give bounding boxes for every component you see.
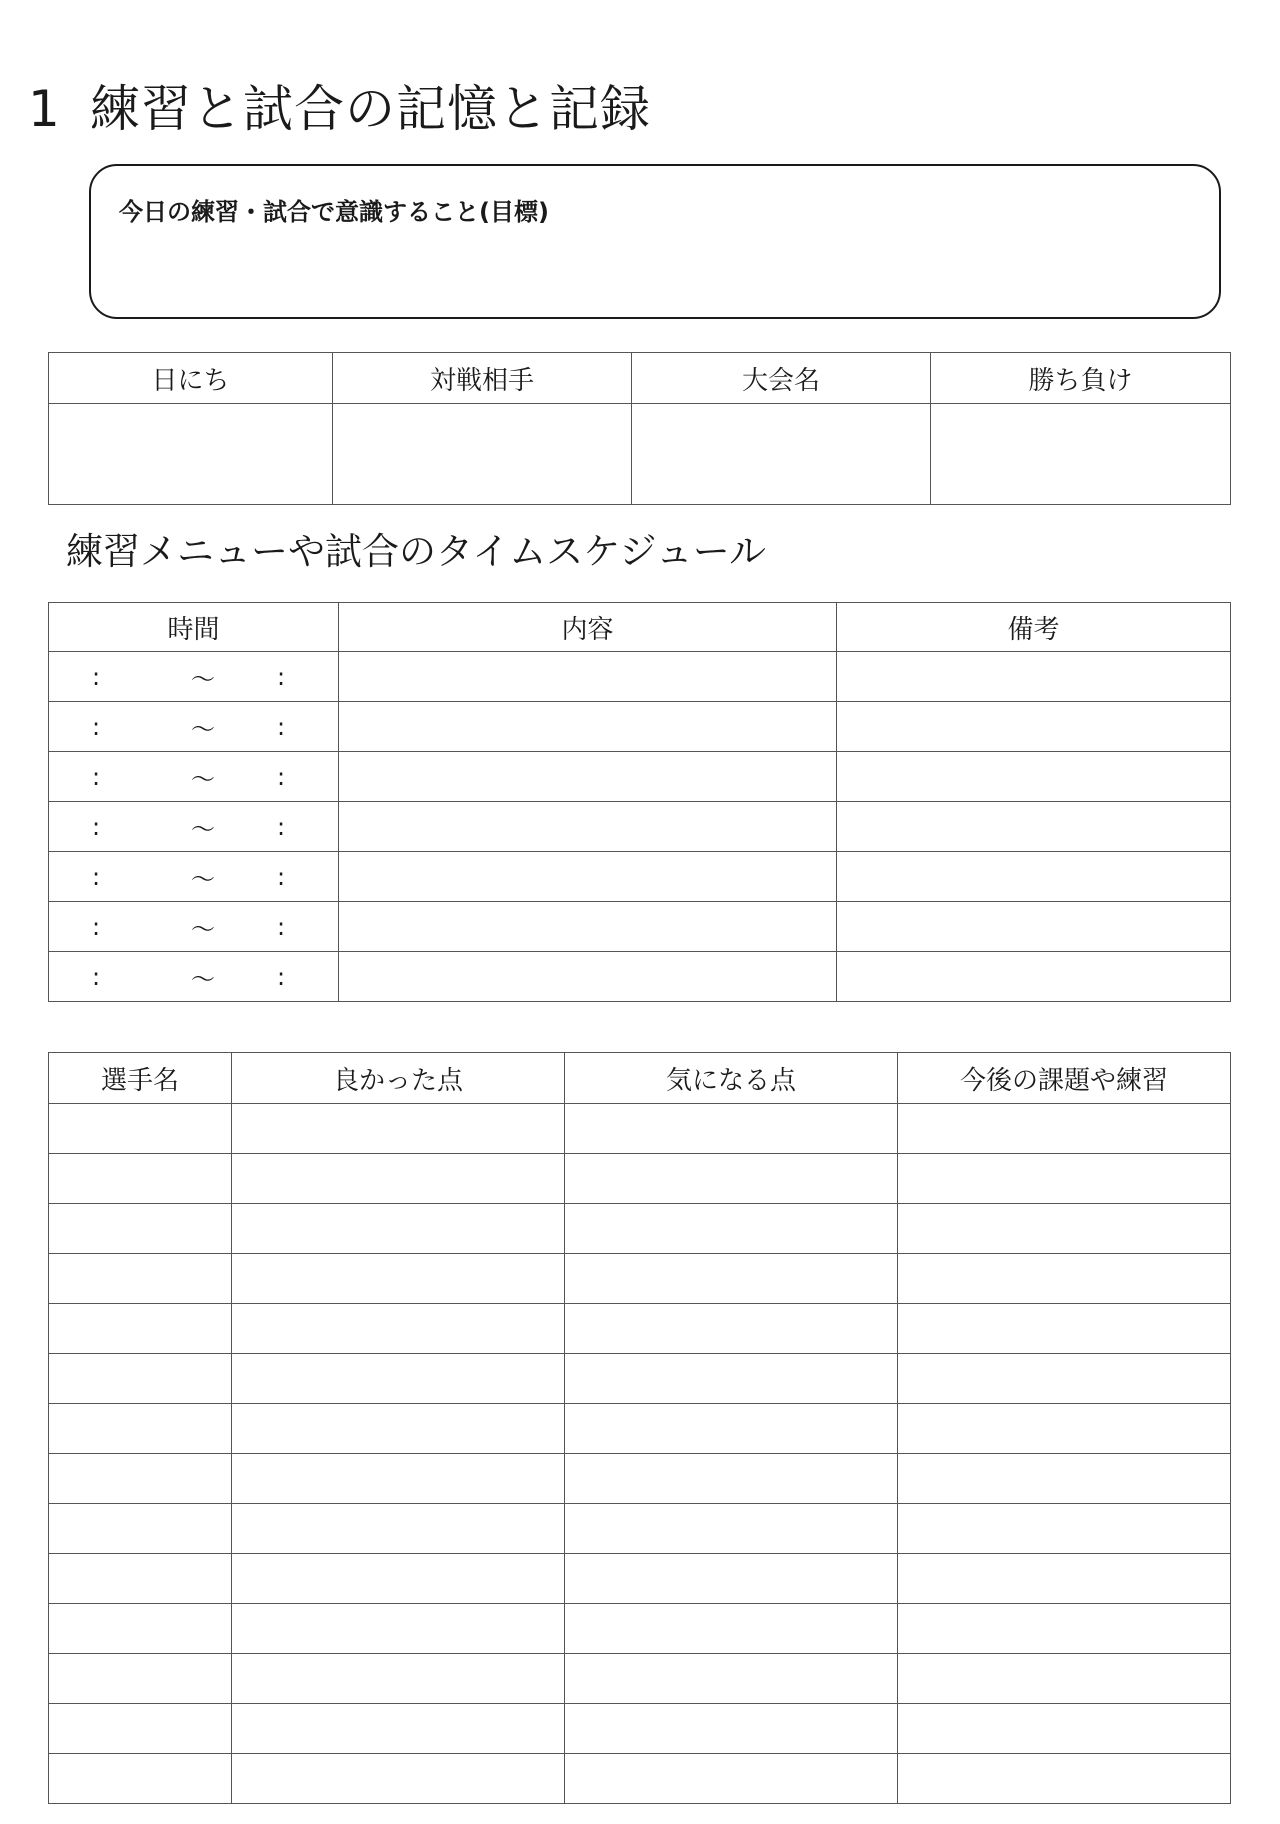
time-end-colon: : <box>277 962 286 991</box>
time-cell[interactable] <box>49 652 339 702</box>
player-name-cell[interactable] <box>49 1754 232 1804</box>
header-notes: 備考 <box>837 603 1231 652</box>
time-range-tilde: ～ <box>191 965 215 993</box>
good-points-cell[interactable] <box>232 1654 565 1704</box>
player-row <box>49 1154 1231 1204</box>
schedule-row <box>49 802 1231 852</box>
future-tasks-cell[interactable] <box>898 1554 1231 1604</box>
opponent-cell[interactable] <box>333 404 632 505</box>
player-name-cell[interactable] <box>49 1204 232 1254</box>
concerns-cell[interactable] <box>565 1404 898 1454</box>
schedule-row <box>49 652 1231 702</box>
good-points-cell[interactable] <box>232 1204 565 1254</box>
player-row <box>49 1604 1231 1654</box>
concerns-cell[interactable] <box>565 1454 898 1504</box>
time-end-colon: : <box>277 912 286 941</box>
time-cell[interactable] <box>49 802 339 852</box>
good-points-cell[interactable] <box>232 1604 565 1654</box>
future-tasks-cell[interactable] <box>898 1504 1231 1554</box>
time-end-colon: : <box>277 712 286 741</box>
good-points-cell[interactable] <box>232 1554 565 1604</box>
time-start-colon: : <box>92 862 101 891</box>
future-tasks-cell[interactable] <box>898 1304 1231 1354</box>
concerns-cell[interactable] <box>565 1704 898 1754</box>
notes-cell[interactable] <box>837 902 1231 952</box>
player-name-cell[interactable] <box>49 1454 232 1504</box>
concerns-cell[interactable] <box>565 1304 898 1354</box>
time-start-colon: : <box>92 712 101 741</box>
notes-cell[interactable] <box>837 852 1231 902</box>
content-cell[interactable] <box>339 902 837 952</box>
player-name-cell[interactable] <box>49 1504 232 1554</box>
section-number: 1 <box>28 80 61 138</box>
header-time: 時間 <box>49 603 339 652</box>
future-tasks-cell[interactable] <box>898 1204 1231 1254</box>
player-row <box>49 1754 1231 1804</box>
time-range-tilde: ～ <box>191 765 215 793</box>
player-name-cell[interactable] <box>49 1554 232 1604</box>
player-name-cell[interactable] <box>49 1104 232 1154</box>
time-cell[interactable] <box>49 752 339 802</box>
content-cell[interactable] <box>339 952 837 1002</box>
concerns-cell[interactable] <box>565 1504 898 1554</box>
player-row <box>49 1104 1231 1154</box>
good-points-cell[interactable] <box>232 1354 565 1404</box>
future-tasks-cell[interactable] <box>898 1604 1231 1654</box>
player-row <box>49 1704 1231 1754</box>
good-points-cell[interactable] <box>232 1104 565 1154</box>
player-name-cell[interactable] <box>49 1154 232 1204</box>
future-tasks-cell[interactable] <box>898 1354 1231 1404</box>
content-cell[interactable] <box>339 702 837 752</box>
time-start-colon: : <box>92 812 101 841</box>
time-cell[interactable] <box>49 702 339 752</box>
notes-cell[interactable] <box>837 752 1231 802</box>
player-name-cell[interactable] <box>49 1304 232 1354</box>
goal-label: 今日の練習・試合で意識すること(目標) <box>119 198 549 226</box>
header-future-tasks: 今後の課題や練習 <box>898 1053 1231 1104</box>
future-tasks-cell[interactable] <box>898 1254 1231 1304</box>
concerns-cell[interactable] <box>565 1104 898 1154</box>
concerns-cell[interactable] <box>565 1554 898 1604</box>
concerns-cell[interactable] <box>565 1154 898 1204</box>
content-cell[interactable] <box>339 852 837 902</box>
future-tasks-cell[interactable] <box>898 1754 1231 1804</box>
result-cell[interactable] <box>931 404 1231 505</box>
page-title <box>28 78 651 140</box>
time-end-colon: : <box>277 662 286 691</box>
time-end-colon: : <box>277 862 286 891</box>
player-name-cell[interactable] <box>49 1404 232 1454</box>
content-cell[interactable] <box>339 802 837 852</box>
section-title: 練習と試合の記憶と記録 <box>90 80 651 138</box>
time-start-colon: : <box>92 912 101 941</box>
notes-cell[interactable] <box>837 952 1231 1002</box>
player-row <box>49 1304 1231 1354</box>
player-row <box>49 1504 1231 1554</box>
goal-box[interactable] <box>89 164 1221 319</box>
time-range-tilde: ～ <box>191 865 215 893</box>
time-cell[interactable] <box>49 952 339 1002</box>
concerns-cell[interactable] <box>565 1604 898 1654</box>
content-cell[interactable] <box>339 652 837 702</box>
player-name-cell[interactable] <box>49 1254 232 1304</box>
player-name-cell[interactable] <box>49 1354 232 1404</box>
schedule-row <box>49 952 1231 1002</box>
time-cell[interactable] <box>49 902 339 952</box>
good-points-cell[interactable] <box>232 1454 565 1504</box>
header-opponent: 対戦相手 <box>333 353 632 404</box>
time-range-tilde: ～ <box>191 665 215 693</box>
good-points-cell[interactable] <box>232 1254 565 1304</box>
header-tournament: 大会名 <box>632 353 931 404</box>
schedule-row <box>49 902 1231 952</box>
date-cell[interactable] <box>49 404 333 505</box>
match-info-table <box>48 352 1231 505</box>
player-review-table <box>48 1052 1231 1804</box>
player-row <box>49 1204 1231 1254</box>
header-good-points: 良かった点 <box>232 1053 565 1104</box>
schedule-row <box>49 702 1231 752</box>
schedule-heading: 練習メニューや試合のタイムスケジュール <box>66 530 767 573</box>
header-result: 勝ち負け <box>931 353 1231 404</box>
player-row <box>49 1354 1231 1404</box>
player-row <box>49 1454 1231 1504</box>
header-concerns: 気になる点 <box>565 1053 898 1104</box>
schedule-row <box>49 852 1231 902</box>
future-tasks-cell[interactable] <box>898 1154 1231 1204</box>
good-points-cell[interactable] <box>232 1154 565 1204</box>
player-name-cell[interactable] <box>49 1604 232 1654</box>
notes-cell[interactable] <box>837 802 1231 852</box>
content-cell[interactable] <box>339 752 837 802</box>
time-start-colon: : <box>92 962 101 991</box>
player-name-cell[interactable] <box>49 1704 232 1754</box>
time-end-colon: : <box>277 812 286 841</box>
player-row <box>49 1254 1231 1304</box>
schedule-row <box>49 752 1231 802</box>
header-player-name: 選手名 <box>49 1053 232 1104</box>
concerns-cell[interactable] <box>565 1254 898 1304</box>
future-tasks-cell[interactable] <box>898 1654 1231 1704</box>
good-points-cell[interactable] <box>232 1304 565 1354</box>
good-points-cell[interactable] <box>232 1504 565 1554</box>
good-points-cell[interactable] <box>232 1404 565 1454</box>
header-content: 内容 <box>339 603 837 652</box>
concerns-cell[interactable] <box>565 1204 898 1254</box>
time-range-tilde: ～ <box>191 715 215 743</box>
player-name-cell[interactable] <box>49 1654 232 1704</box>
time-range-tilde: ～ <box>191 815 215 843</box>
time-cell[interactable] <box>49 852 339 902</box>
notes-cell[interactable] <box>837 652 1231 702</box>
good-points-cell[interactable] <box>232 1754 565 1804</box>
player-row <box>49 1654 1231 1704</box>
time-end-colon: : <box>277 762 286 791</box>
future-tasks-cell[interactable] <box>898 1454 1231 1504</box>
tournament-cell[interactable] <box>632 404 931 505</box>
time-start-colon: : <box>92 662 101 691</box>
good-points-cell[interactable] <box>232 1704 565 1754</box>
player-row <box>49 1404 1231 1454</box>
match-info-row <box>49 404 1231 505</box>
notes-cell[interactable] <box>837 702 1231 752</box>
concerns-cell[interactable] <box>565 1754 898 1804</box>
future-tasks-cell[interactable] <box>898 1704 1231 1754</box>
header-date: 日にち <box>49 353 333 404</box>
concerns-cell[interactable] <box>565 1354 898 1404</box>
time-range-tilde: ～ <box>191 915 215 943</box>
future-tasks-cell[interactable] <box>898 1404 1231 1454</box>
schedule-table <box>48 602 1231 1002</box>
concerns-cell[interactable] <box>565 1654 898 1704</box>
time-start-colon: : <box>92 762 101 791</box>
future-tasks-cell[interactable] <box>898 1104 1231 1154</box>
player-row <box>49 1554 1231 1604</box>
